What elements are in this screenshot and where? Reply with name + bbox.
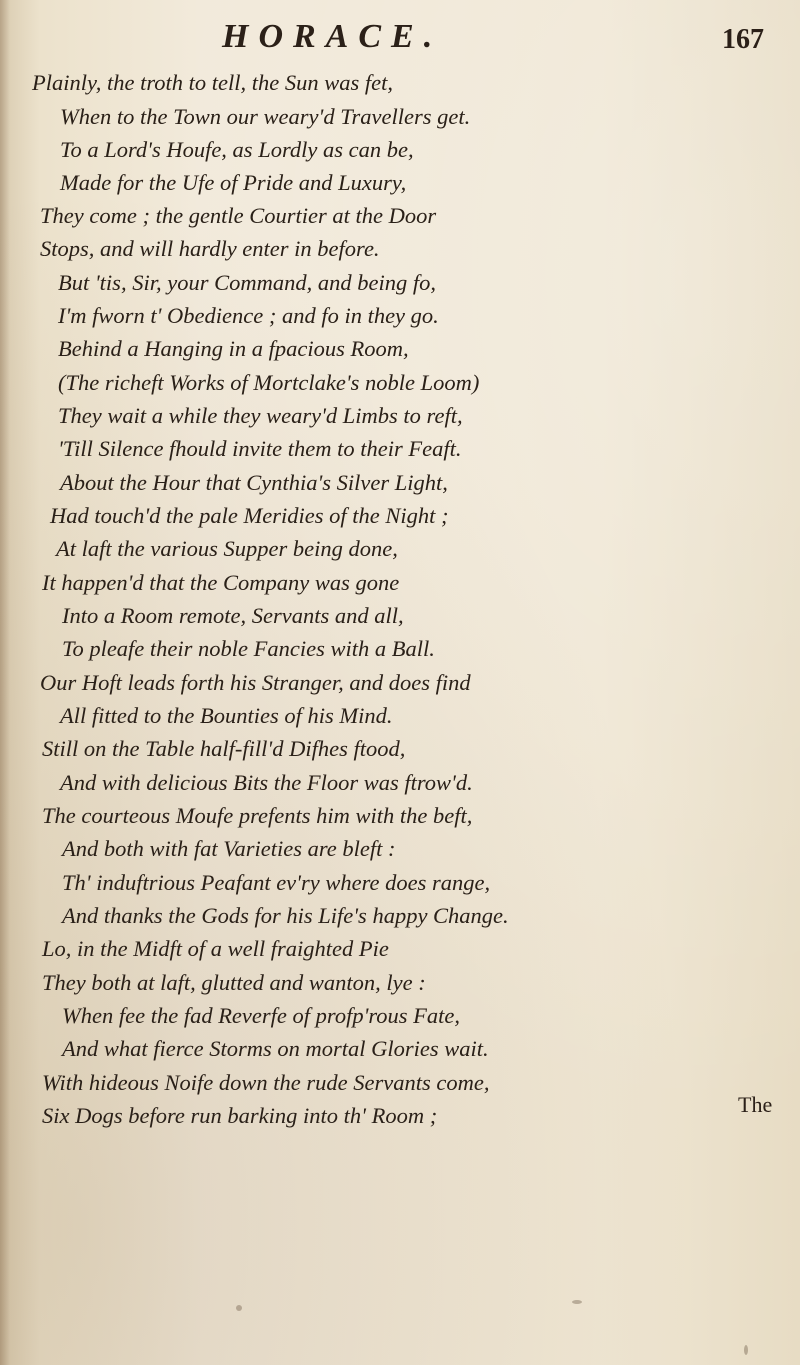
verse-line: When to the Town our weary'd Travellers get. bbox=[60, 104, 471, 129]
verse-line: They wait a while they weary'd Limbs to reft, bbox=[58, 403, 463, 428]
page-gutter bbox=[0, 0, 10, 1365]
verse-line: The courteous Moufe prefents him with the beft, bbox=[42, 803, 473, 828]
verse-line: Plainly, the troth to tell, the Sun was fet, bbox=[32, 70, 394, 95]
page-number: 167 bbox=[722, 24, 764, 55]
verse-line: All fitted to the Bounties of his Mind. bbox=[60, 703, 393, 728]
paper-blemish bbox=[572, 1300, 582, 1304]
verse-line: And what fierce Storms on mortal Glories wait. bbox=[62, 1036, 489, 1061]
verse-line: I'm fworn t' Obedience ; and fo in they go. bbox=[58, 303, 439, 328]
paper-blemish bbox=[744, 1345, 748, 1355]
verse-line: At laft the various Supper being done, bbox=[56, 536, 398, 561]
verse-line: Made for the Ufe of Pride and Luxury, bbox=[60, 170, 407, 195]
verse-line: Six Dogs before run barking into th' Room ; bbox=[42, 1103, 438, 1128]
verse-line: Into a Room remote, Servants and all, bbox=[62, 603, 404, 628]
verse-line: They come ; the gentle Courtier at the Door bbox=[40, 203, 437, 228]
verse-line: Stops, and will hardly enter in before. bbox=[40, 236, 380, 261]
verse-line: It happen'd that the Company was gone bbox=[42, 570, 400, 595]
paper-blemish bbox=[236, 1305, 242, 1311]
verse-line: 'Till Silence fhould invite them to their Feaft. bbox=[58, 436, 462, 461]
verse-line: With hideous Noife down the rude Servants come, bbox=[42, 1070, 490, 1095]
running-title: HORACE. bbox=[222, 18, 443, 55]
verse-line: And both with fat Varieties are bleft : bbox=[62, 836, 396, 861]
verse-line: And with delicious Bits the Floor was ftrow'd. bbox=[60, 770, 473, 795]
verse-line: Lo, in the Midft of a well fraighted Pie bbox=[42, 936, 389, 961]
verse-line: And thanks the Gods for his Life's happy Change. bbox=[62, 903, 509, 928]
catchword: The bbox=[738, 1092, 773, 1117]
verse-line: (The richeft Works of Mortclake's noble Loom) bbox=[58, 370, 480, 395]
verse-line: But 'tis, Sir, your Command, and being fo, bbox=[58, 270, 436, 295]
verse-line: To a Lord's Houfe, as Lordly as can be, bbox=[60, 137, 414, 162]
verse-line: When fee the fad Reverfe of profp'rous Fate, bbox=[62, 1003, 461, 1028]
verse-line: Th' induftrious Peafant ev'ry where does range, bbox=[62, 870, 491, 895]
verse-line: They both at laft, glutted and wanton, lye : bbox=[42, 970, 426, 995]
verse-line: Had touch'd the pale Meridies of the Night ; bbox=[50, 503, 449, 528]
verse-line: About the Hour that Cynthia's Silver Light, bbox=[60, 470, 448, 495]
verse-line: Still on the Table half-fill'd Difhes ftood, bbox=[42, 736, 406, 761]
verse-line: To pleafe their noble Fancies with a Ball. bbox=[62, 636, 435, 661]
verse-line: Behind a Hanging in a fpacious Room, bbox=[58, 336, 409, 361]
verse-line: Our Hoft leads forth his Stranger, and does find bbox=[40, 670, 471, 695]
